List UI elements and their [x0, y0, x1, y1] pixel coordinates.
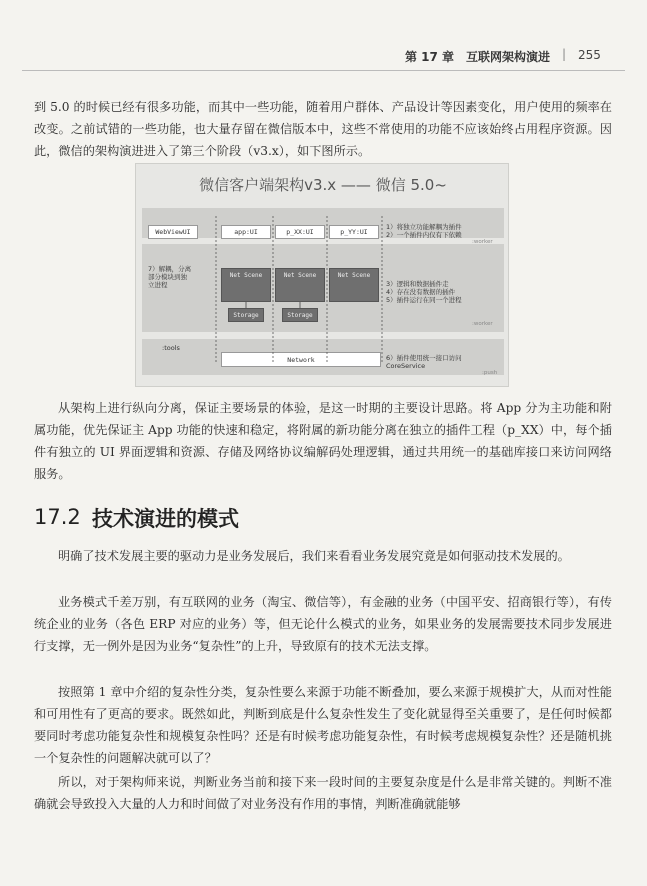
paragraph-drivers: 明确了技术发展主要的驱动力是业务发展后，我们来看看业务发展究竟是如何驱动技术发展的。 — [58, 549, 570, 563]
push-tag: :push — [482, 370, 498, 376]
running-header — [0, 48, 647, 70]
storage-box-1: Storage — [228, 308, 264, 322]
paragraph-complexity: 按照第 1 章中介绍的复杂性分类，复杂性要么来源于功能不断叠加，要么来源于规模扩大，从而对性能和可用性有了更高的要求。既然如此，判断到底是什么复杂性发生了变化就显得至关重要了，是任何时候都要同时考虑功能复杂性和规模复杂性吗？还是有时候考虑功能复杂性，有时候考虑规模复杂性？还是随机挑一个复杂性的问题解决就可以了？ — [34, 685, 612, 765]
storage-box-2: Storage — [282, 308, 318, 322]
architecture-figure — [135, 163, 509, 387]
netscene-box-2: Net Scene — [275, 268, 325, 302]
pxx-ui-box: p_XX:UI — [275, 225, 325, 239]
note-2: 2）一个插件内仅有下依赖 — [386, 231, 462, 239]
worker-tag-2: :worker — [472, 321, 493, 327]
paragraph-architecture: 从架构上进行纵向分离，保证主要场景的体验，是这一时期的主要设计思路。将 App 分为主功能和附属功能，优先保证主 App 功能的快速和稳定，将附属的新功能分离在独立的插件工程（p_XX）中，每个插件有独立的 UI 界面逻辑和资源、存储及网络协议编解码处理逻辑，通过共用统一的基础库接口来访问网络服务。 — [34, 401, 612, 481]
netscene-box-1: Net Scene — [221, 268, 271, 302]
pyy-ui-box: p_YY:UI — [329, 225, 379, 239]
chapter-title: 第 17 章 互联网架构演进 — [405, 50, 551, 64]
worker-tag-1: :worker — [472, 239, 493, 245]
figure-title: 微信客户端架构v3.x —— 微信 5.0~ — [199, 176, 447, 194]
app-ui-box: app:UI — [221, 225, 271, 239]
note-4: 4）存在没有数据的插件 — [386, 288, 456, 296]
note-7-line-3: 立进程 — [148, 281, 168, 289]
header-rule — [22, 70, 625, 71]
note-6-coreservice: CoreService — [386, 362, 426, 370]
header-separator: | — [562, 47, 567, 61]
webviewui-box: WebViewUI — [148, 225, 198, 239]
note-7-line-1: 7）解耦，分离 — [148, 265, 192, 273]
section-title: 技术演进的模式 — [92, 507, 239, 531]
note-1: 1）将独立功能解耦为插件 — [386, 223, 462, 231]
note-6: 6）插件使用统一接口访问 — [386, 354, 462, 362]
paragraph-business-models: 业务模式千差万别，有互联网的业务（淘宝、微信等），有金融的业务（中国平安、招商银行等），有传统企业的业务（各色 ERP 对应的业务）等，但无论什么模式的业务，如果业务的发展需要技术同步发展进行支撑，无一例外是因为业务“复杂性”的上升，导致原有的技术无法支撑。 — [34, 595, 612, 653]
tools-label: :tools — [162, 344, 180, 352]
paragraph-intro: 到 5.0 的时候已经有很多功能，而其中一些功能，随着用户群体、产品设计等因素变化，用户使用的频率在改变。之前试错的一些功能，也大量存留在微信版本中，这些不常使用的功能不应该始终占用程序资源。因此，微信的架构演进进入了第三个阶段（v3.x），如下图所示。 — [34, 100, 612, 158]
note-7-line-2: 部分模块到独 — [148, 273, 187, 281]
note-3: 3）逻辑和数据插件走 — [386, 280, 449, 288]
network-box: Network — [221, 352, 381, 367]
page-number: 255 — [578, 48, 601, 62]
netscene-box-3: Net Scene — [329, 268, 379, 302]
note-5: 5）插件运行在同一个进程 — [386, 296, 462, 304]
section-number: 17.2 — [34, 505, 81, 529]
paragraph-architect: 所以，对于架构师来说，判断业务当前和接下来一段时间的主要复杂度是什么是非常关键的。判断不准确就会导致投入大量的人力和时间做了对业务没有作用的事情，判断准确就能够 — [34, 775, 612, 811]
